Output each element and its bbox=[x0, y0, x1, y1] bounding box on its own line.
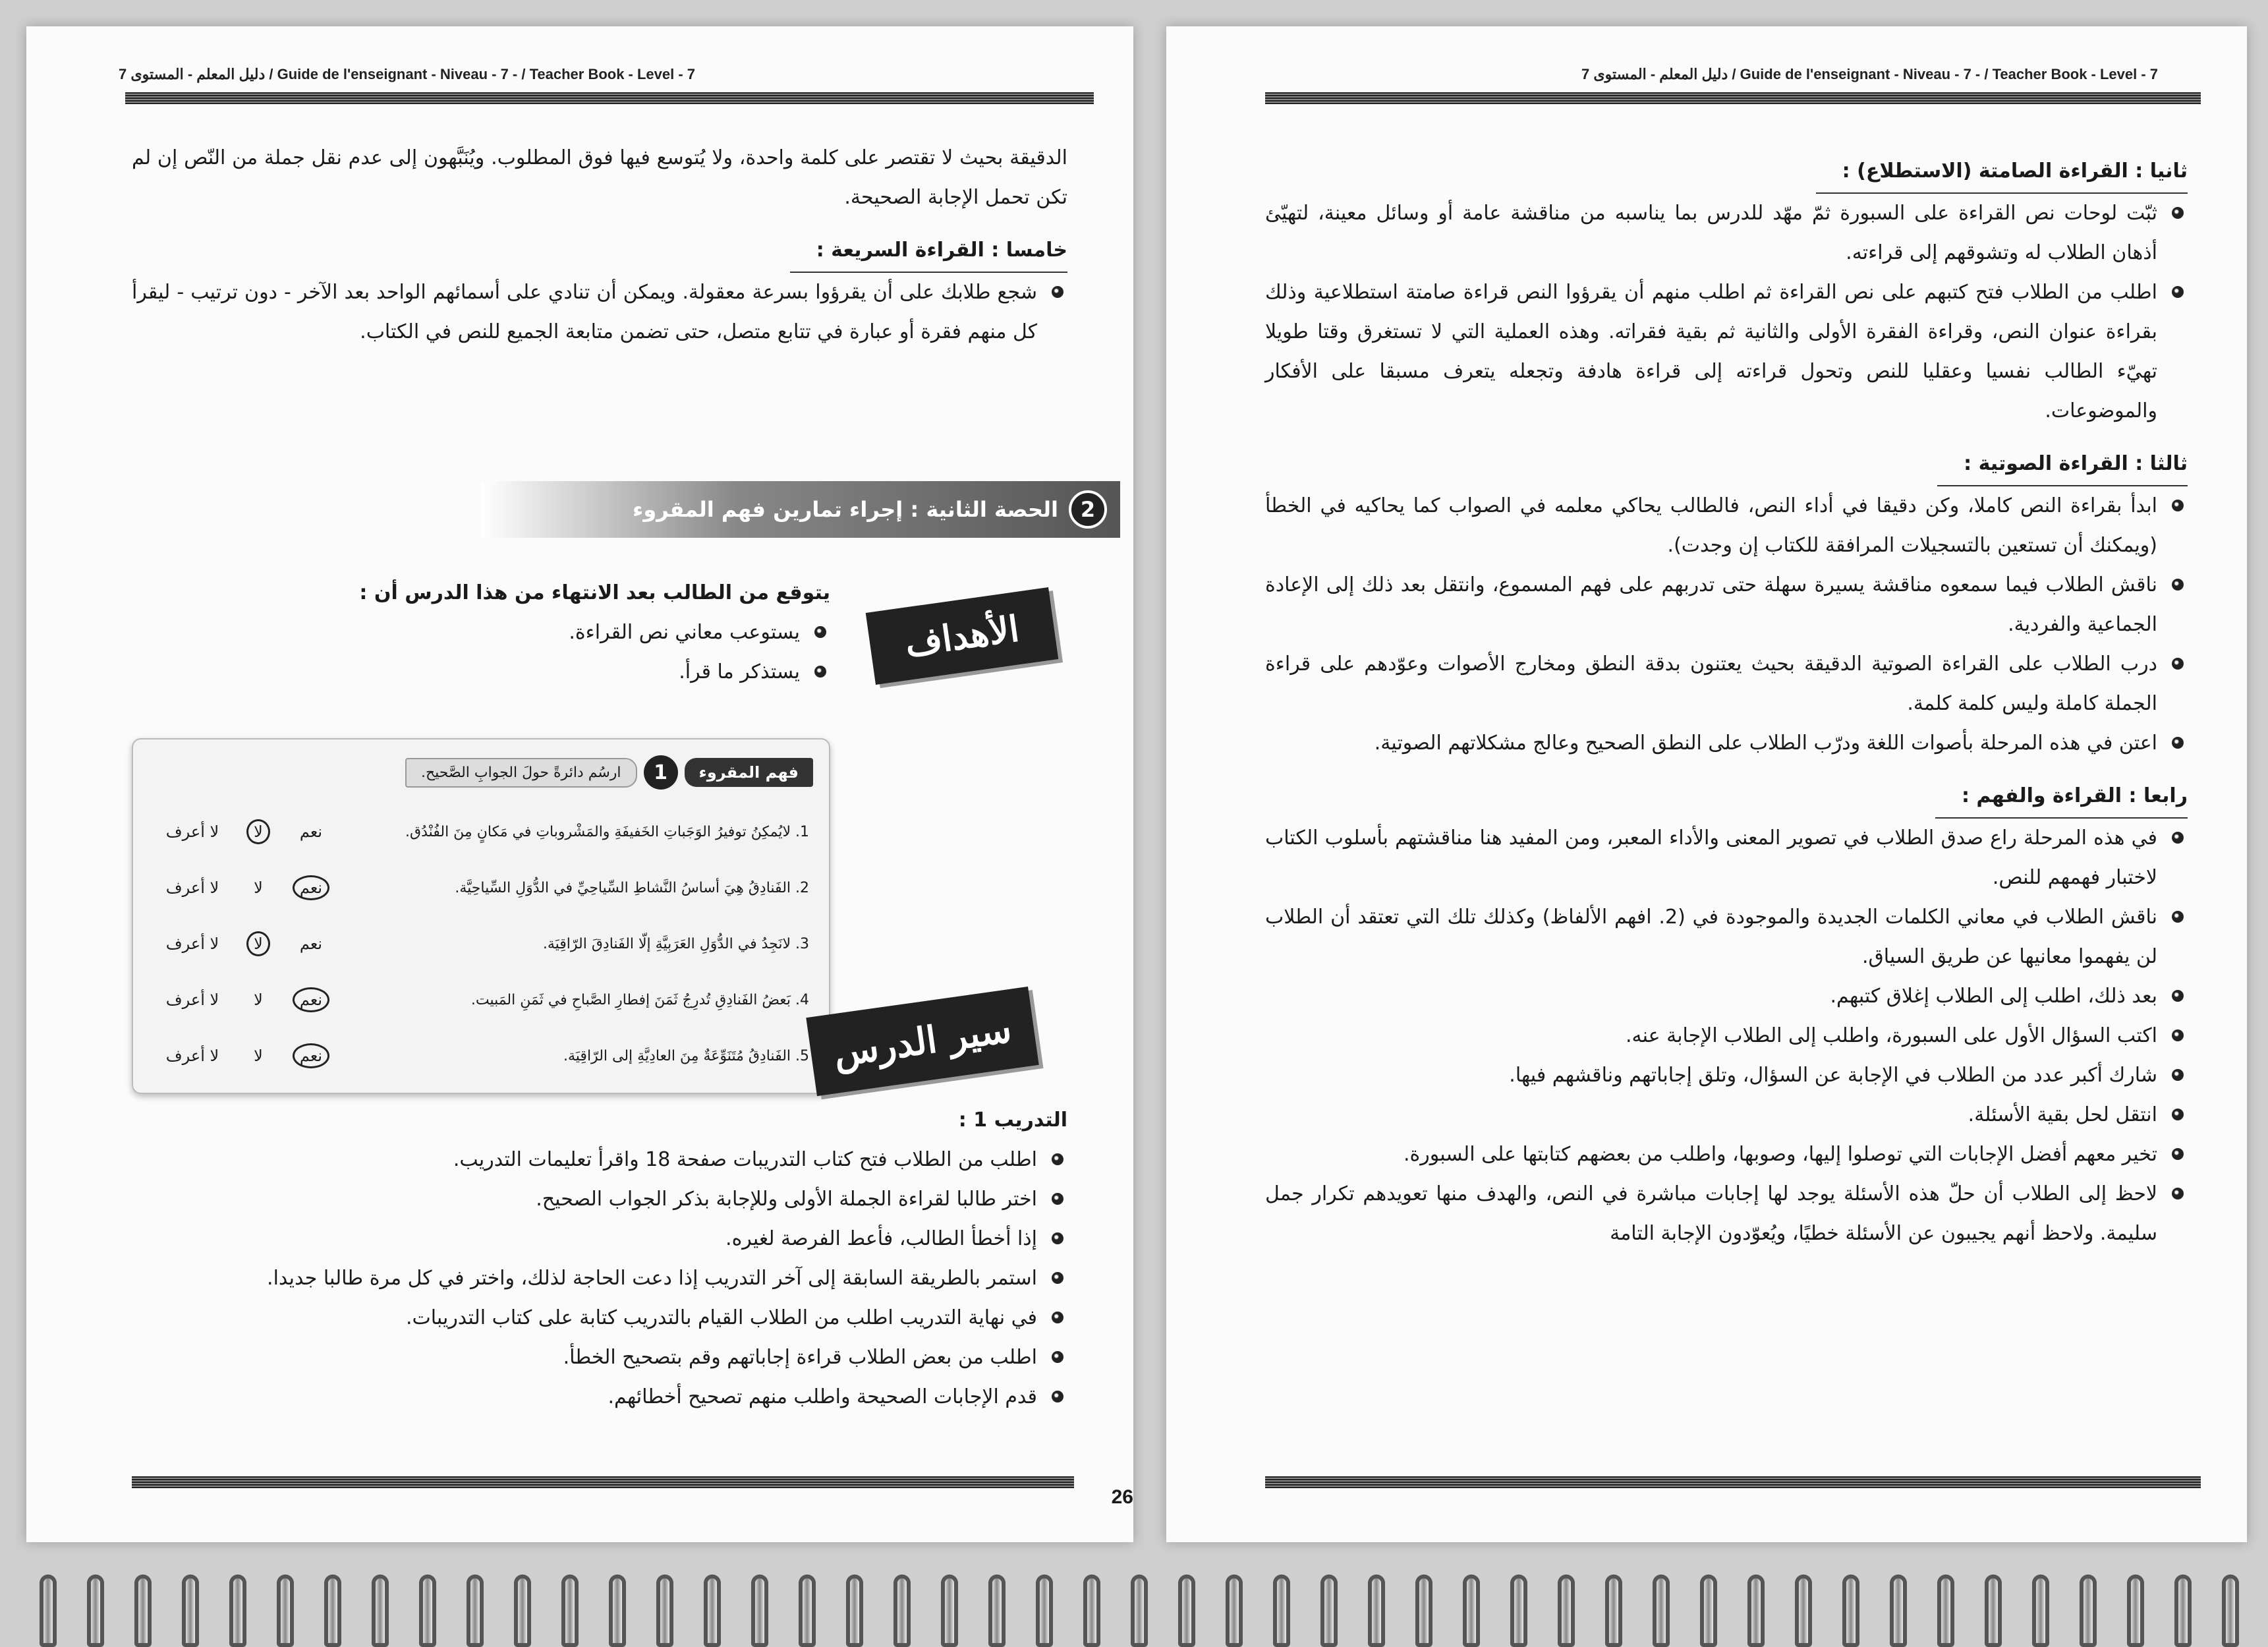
option-yes[interactable]: نعم bbox=[285, 987, 337, 1012]
binding-ring bbox=[1842, 1575, 1859, 1647]
continuation-text: الدقيقة بحيث لا تقتصر على كلمة واحدة، ولا يُتوسع فيها فوق المطلوب. ويُنَبَّهون إلى عدم نقل جملة من النّص إن لم تكن تحمل الإجابة الصحيحة. bbox=[132, 146, 1067, 209]
binding-ring bbox=[609, 1575, 626, 1647]
right-column bbox=[1265, 138, 2188, 1254]
binding-ring bbox=[2174, 1575, 2192, 1647]
training-list bbox=[224, 1140, 1067, 1417]
binding-ring bbox=[1605, 1575, 1622, 1647]
binding-ring bbox=[1937, 1575, 1954, 1647]
binding-ring bbox=[1747, 1575, 1765, 1647]
binding-ring bbox=[1036, 1575, 1053, 1647]
goals-intro: يتوقع من الطالب بعد الانتهاء من هذا الدرس أن : bbox=[359, 581, 830, 604]
binding-ring bbox=[277, 1575, 294, 1647]
option-yes[interactable]: نعم bbox=[299, 935, 323, 953]
exercise-row bbox=[153, 1036, 809, 1076]
option-no[interactable]: لا bbox=[254, 1047, 263, 1065]
section-3-title: ثالثا : القراءة الصوتية : bbox=[1937, 443, 2188, 486]
exercise-number: 1 bbox=[644, 755, 678, 790]
list-item: تخير معهم أفضل الإجابات التي توصلوا إليها، وصوبها، واطلب من بعضهم كتابتها على السبورة. bbox=[1265, 1135, 2188, 1174]
binding-ring bbox=[941, 1575, 958, 1647]
section-3-list bbox=[1265, 486, 2188, 763]
binding-ring bbox=[1368, 1575, 1385, 1647]
list-item: ناقش الطلاب فيما سمعوه مناقشة يسيرة سهلة حتى تدربهم على فهم المسموع، وانتقل بعد ذلك إلى الإعادة الجماعية والفردية. bbox=[1265, 565, 2188, 645]
header-rule bbox=[1265, 92, 2201, 104]
section-2-list bbox=[1265, 194, 2188, 431]
binding-ring bbox=[467, 1575, 484, 1647]
session-banner bbox=[481, 481, 1120, 538]
footer-rule bbox=[1265, 1476, 2201, 1488]
option-no[interactable]: لا bbox=[254, 879, 263, 897]
binding-ring bbox=[372, 1575, 389, 1647]
binding-ring bbox=[2127, 1575, 2144, 1647]
binding-ring bbox=[751, 1575, 768, 1647]
binding-ring bbox=[87, 1575, 104, 1647]
binding-ring bbox=[419, 1575, 436, 1647]
binding-ring bbox=[2080, 1575, 2097, 1647]
binding-ring bbox=[704, 1575, 721, 1647]
list-item: ثبّت لوحات نص القراءة على السبورة ثمّ مهّد للدرس بما يناسبه من مناقشة عامة أو وسائل معينة، لتهيّئ أذهان الطلاب له وتشوقهم إلى قراءته. bbox=[1265, 194, 2188, 273]
option-no[interactable]: لا bbox=[254, 991, 263, 1009]
binding-ring bbox=[40, 1575, 57, 1647]
binding-ring bbox=[1273, 1575, 1290, 1647]
section-4-title: رابعا : القراءة والفهم : bbox=[1935, 775, 2188, 819]
page-number: 26 bbox=[1111, 1486, 1133, 1508]
binding-ring bbox=[1700, 1575, 1717, 1647]
exercise-row bbox=[153, 924, 809, 964]
binding-ring bbox=[182, 1575, 199, 1647]
binding-ring bbox=[1178, 1575, 1195, 1647]
binding-ring bbox=[799, 1575, 816, 1647]
binding-ring bbox=[1320, 1575, 1338, 1647]
option-idk[interactable]: لا أعرف bbox=[165, 1047, 219, 1065]
spiral-binding bbox=[0, 1562, 2268, 1647]
list-item: بعد ذلك، اطلب إلى الطلاب إغلاق كتبهم. bbox=[1265, 977, 2188, 1016]
list-item: يستوعب معاني نص القراءة. bbox=[303, 613, 830, 652]
list-item: اطلب من الطلاب فتح كتبهم على نص القراءة ثم اطلب منهم أن يقرؤوا النص قراءة صامتة استطلاعية وذلك بقراءة عنوان النص، وقراءة الفقرة الأولى والثانية ثم بقية فقراته. وهذه العملية التي لا تستغرق وقتا طويلا تهيّء الطالب نفسيا وعقليا للنص وتحول قراءته إلى قراءة هادفة وتجعله يتعرف مسبقا على الأفكار والموضوعات. bbox=[1265, 273, 2188, 431]
option-idk[interactable]: لا أعرف bbox=[165, 879, 219, 897]
list-item: انتقل لحل بقية الأسئلة. bbox=[1265, 1095, 2188, 1135]
list-item: اعتن في هذه المرحلة بأصوات اللغة ودرّب الطلاب على النطق الصحيح وعالج مشكلاتهم الصوتية. bbox=[1265, 724, 2188, 763]
right-page bbox=[1166, 26, 2247, 1542]
session-number: 2 bbox=[1069, 490, 1107, 529]
binding-ring bbox=[2222, 1575, 2239, 1647]
binding-ring bbox=[1985, 1575, 2002, 1647]
list-item: في نهاية التدريب اطلب من الطلاب القيام بالتدريب كتابة على كتاب التدريبات. bbox=[224, 1298, 1067, 1338]
list-item: لاحظ إلى الطلاب أن حلّ هذه الأسئلة يوجد لها إجابات مباشرة في النص، والهدف منها تعويدهم تكرار جمل سليمة. ولاحظ أنهم يجيبون عن الأسئلة خطيًا، ويُعوّدون الإجابة التامة bbox=[1265, 1174, 2188, 1254]
binding-ring bbox=[1890, 1575, 1907, 1647]
exercise-header bbox=[405, 755, 813, 790]
list-item: درب الطلاب على القراءة الصوتية الدقيقة بحيث يعتنون بدقة النطق ومخارج الأصوات وعوّدهم على قراءة الجملة كاملة وليس كلمة كلمة. bbox=[1265, 645, 2188, 724]
option-idk[interactable]: لا أعرف bbox=[165, 991, 219, 1009]
exercise-row bbox=[153, 812, 809, 852]
option-no[interactable]: لا bbox=[232, 931, 285, 956]
section-5-list bbox=[132, 273, 1067, 352]
binding-ring bbox=[1795, 1575, 1812, 1647]
binding-ring bbox=[324, 1575, 341, 1647]
goals-tag: الأهداف bbox=[866, 587, 1059, 685]
binding-ring bbox=[1463, 1575, 1480, 1647]
question-text: 4. بَعضُ الفَنادِقِ تُدرِجُ ثَمَنَ إفطارِ الصَّباحِ في ثَمَنِ المَبيت. bbox=[470, 991, 809, 1008]
list-item: شارك أكبر عدد من الطلاب في الإجابة عن السؤال، وتلق إجاباتهم وناقشهم فيها. bbox=[1265, 1056, 2188, 1095]
exercise-row bbox=[153, 980, 809, 1020]
footer-rule bbox=[132, 1476, 1074, 1488]
left-page bbox=[26, 26, 1133, 1542]
binding-ring bbox=[893, 1575, 911, 1647]
option-yes[interactable]: نعم bbox=[285, 1043, 337, 1068]
binding-ring bbox=[1131, 1575, 1148, 1647]
section-5-title: خامسا : القراءة السريعة : bbox=[790, 229, 1067, 273]
binding-ring bbox=[1558, 1575, 1575, 1647]
binding-ring bbox=[229, 1575, 246, 1647]
question-text: 1. لايُمكِنُ توفيرُ الوَجَباتِ الخَفيفَةِ والمَشْروباتِ في مَكانٍ مِنَ الفُنْدُق. bbox=[405, 823, 809, 840]
option-no[interactable]: لا bbox=[232, 819, 285, 844]
goals-list bbox=[303, 613, 830, 692]
binding-ring bbox=[2032, 1575, 2049, 1647]
binding-ring bbox=[988, 1575, 1006, 1647]
binding-ring bbox=[1510, 1575, 1527, 1647]
header-rule bbox=[125, 92, 1094, 104]
binding-ring bbox=[1415, 1575, 1432, 1647]
list-item: شجع طلابك على أن يقرؤوا بسرعة معقولة. ويمكن أن تنادي على أسمائهم الواحد بعد الآخر - دون ترتيب - ليقرأ كل منهم فقرة أو عبارة في تتابع متصل، حتى تضمن متابعة الجميع للنص في الكتاب. bbox=[132, 273, 1067, 352]
option-yes[interactable]: نعم bbox=[285, 875, 337, 900]
running-header-left: 7 دليل المعلم - المستوى / Guide de l'enseignant - Niveau - 7 - / Teacher Book - Level - 7 bbox=[119, 66, 696, 82]
binding-ring bbox=[656, 1575, 673, 1647]
exercise-instruction: ارسُم دائرةً حولَ الجوابِ الصَّحيح. bbox=[405, 758, 637, 788]
list-item: اختر طالبا لقراءة الجملة الأولى وللإجابة بذكر الجواب الصحيح. bbox=[224, 1180, 1067, 1219]
left-column-top bbox=[132, 138, 1067, 352]
course-tag: سير الدرس bbox=[806, 987, 1038, 1096]
question-text: 3. لانَجِدُ في الدُّوَلِ العَرَبِيَّةِ إلّا الفَنادِقَ الرّاقِيَة. bbox=[542, 935, 809, 952]
option-idk[interactable]: لا أعرف bbox=[165, 823, 219, 841]
list-item: إذا أخطأ الطالب، فأعط الفرصة لغيره. bbox=[224, 1219, 1067, 1259]
list-item: اطلب من بعض الطلاب قراءة إجاباتهم وقم بتصحيح الخطأ. bbox=[224, 1338, 1067, 1377]
list-item: قدم الإجابات الصحيحة واطلب منهم تصحيح أخطائهم. bbox=[224, 1377, 1067, 1417]
option-yes[interactable]: نعم bbox=[299, 823, 323, 841]
list-item: يستذكر ما قرأ. bbox=[303, 652, 830, 692]
exercise-box bbox=[132, 738, 830, 1094]
list-item: ناقش الطلاب في معاني الكلمات الجديدة والموجودة في (2. افهم الألفاظ) وكذلك تلك التي تعتقد أن الطلاب لن يفهموا معانيها عن طريق السياق. bbox=[1265, 898, 2188, 977]
session-title: الحصة الثانية : إجراء تمارين فهم المقروء bbox=[633, 497, 1058, 522]
option-idk[interactable]: لا أعرف bbox=[165, 935, 219, 953]
question-text: 5. الفَنادِقُ مُتَنَوِّعَةٌ مِنَ العادِيَّةِ إلى الرّاقِيَة. bbox=[563, 1047, 809, 1064]
binding-ring bbox=[561, 1575, 579, 1647]
goals-block bbox=[303, 573, 830, 692]
list-item: اطلب من الطلاب فتح كتاب التدريبات صفحة 18 واقرأ تعليمات التدريب. bbox=[224, 1140, 1067, 1180]
binding-ring bbox=[514, 1575, 531, 1647]
binding-ring bbox=[846, 1575, 863, 1647]
binding-ring bbox=[1226, 1575, 1243, 1647]
question-text: 2. الفَنادِقُ هِيَ أساسُ النَّشاطِ السِّياحِيِّ في الدُّوَلِ السِّياحِيَّة. bbox=[455, 879, 809, 896]
binding-ring bbox=[1653, 1575, 1670, 1647]
running-header-right: 7 دليل المعلم - المستوى / Guide de l'enseignant - Niveau - 7 - / Teacher Book - Level - 7 bbox=[1581, 66, 2159, 82]
list-item: في هذه المرحلة راع صدق الطلاب في تصوير المعنى والأداء المعبر، ومن المفيد هنا مناقشتهم بأسلوب الكتاب لاختبار فهمهم للنص. bbox=[1265, 819, 2188, 898]
exercise-row bbox=[153, 868, 809, 908]
list-item: ابدأ بقراءة النص كاملا، وكن دقيقا في أداء النص، فالطالب يحاكي معلمه في الصواب كما يحاكيه في الخطأ (ويمكنك أن تستعين بالتسجيلات المرافقة للكتاب إن وجدت). bbox=[1265, 486, 2188, 565]
exercise-badge: فهم المقروء bbox=[685, 758, 813, 787]
section-4-list bbox=[1265, 819, 2188, 1254]
binding-ring bbox=[1083, 1575, 1100, 1647]
training-label: التدريب 1 : bbox=[958, 1109, 1067, 1132]
binding-ring bbox=[134, 1575, 152, 1647]
list-item: اكتب السؤال الأول على السبورة، واطلب إلى الطلاب الإجابة عنه. bbox=[1265, 1016, 2188, 1056]
training-block bbox=[224, 1101, 1067, 1417]
section-2-title: ثانيا : القراءة الصامتة (الاستطلاع) : bbox=[1816, 150, 2188, 194]
list-item: استمر بالطريقة السابقة إلى آخر التدريب إذا دعت الحاجة لذلك، واختر في كل مرة طالبا جديدا. bbox=[224, 1259, 1067, 1298]
